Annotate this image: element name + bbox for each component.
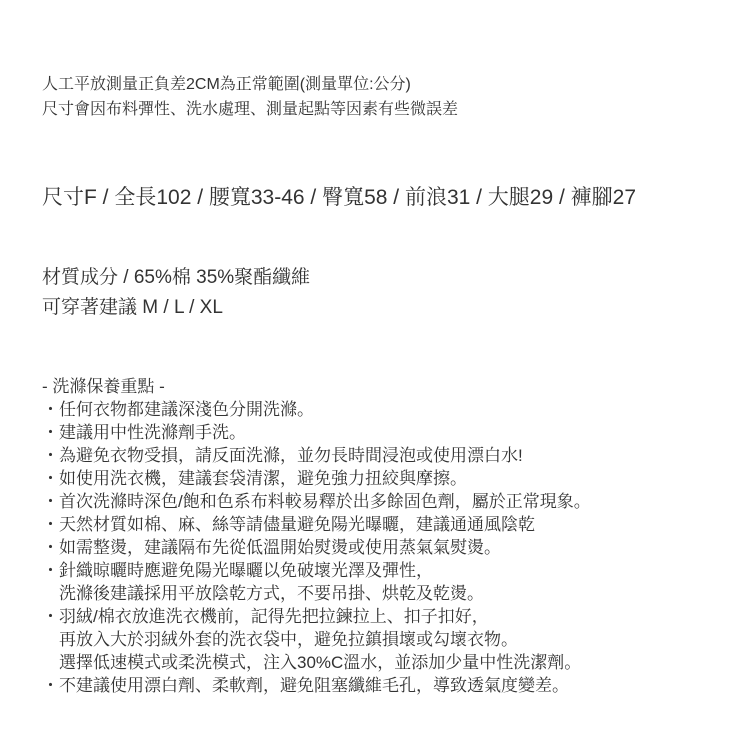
care-instruction-line: ・首次洗滌時深色/飽和色系布料較易釋於出多餘固色劑，屬於正常現象。 [42, 492, 591, 511]
care-instruction-line: ・不建議使用漂白劑、柔軟劑，避免阻塞纖維毛孔，導致透氣度變差。 [42, 676, 569, 695]
fit-suggestion-line: 可穿著建議 M / L / XL [42, 297, 223, 318]
care-instruction-line: ・如使用洗衣機，建議套袋清潔，避免強力扭絞與摩擦。 [42, 469, 467, 488]
care-instruction-continuation-line: 選擇低速模式或柔洗模式，注入30%C溫水，並添加少量中性洗潔劑。 [59, 653, 582, 672]
size-spec-line: 尺寸F / 全長102 / 腰寬33-46 / 臀寬58 / 前浪31 / 大腿29 / 褲腳27 [42, 186, 637, 209]
care-instruction-line: ・建議用中性洗滌劑手洗。 [42, 423, 246, 442]
care-instruction-continuation-line: 再放入大於羽絨外套的洗衣袋中，避免拉鎮損壞或勾壞衣物。 [59, 630, 518, 649]
care-instructions [42, 375, 591, 697]
care-instruction-line: ・任何衣物都建議深淺色分開洗滌。 [42, 400, 314, 419]
care-instruction-line: ・如需整燙，建議隔布先從低溫開始熨燙或使用蒸氣氣熨燙。 [42, 538, 501, 557]
material-composition-line: 材質成分 / 65%棉 35%聚酯纖維 [42, 267, 311, 288]
measurement-note-line-2: 尺寸會因布料彈性、洗水處理、測量起點等因素有些微誤差 [42, 101, 459, 118]
care-instruction-line: ・為避免衣物受損，請反面洗滌，並勿長時間浸泡或使用漂白水! [42, 446, 523, 465]
care-section-heading: - 洗滌保養重點 - [42, 377, 165, 396]
care-instruction-line: ・天然材質如棉、麻、絲等請儘量避免陽光曝曬，建議通通風陰乾 [42, 515, 535, 534]
care-instruction-line: ・羽絨/棉衣放進洗衣機前，記得先把拉鍊拉上、扣子扣好， [42, 607, 489, 626]
care-instruction-continuation-line: 洗滌後建議採用平放陰乾方式，不要吊掛、烘乾及乾燙。 [59, 584, 484, 603]
measurement-note-line-1: 人工平放測量正負差2CM為正常範圍(測量單位:公分) [42, 76, 411, 93]
material-info [42, 263, 310, 323]
measurement-note [42, 72, 458, 122]
care-instruction-line: ・針織晾曬時應避免陽光曝曬以免破壞光澤及彈性， [42, 561, 433, 580]
